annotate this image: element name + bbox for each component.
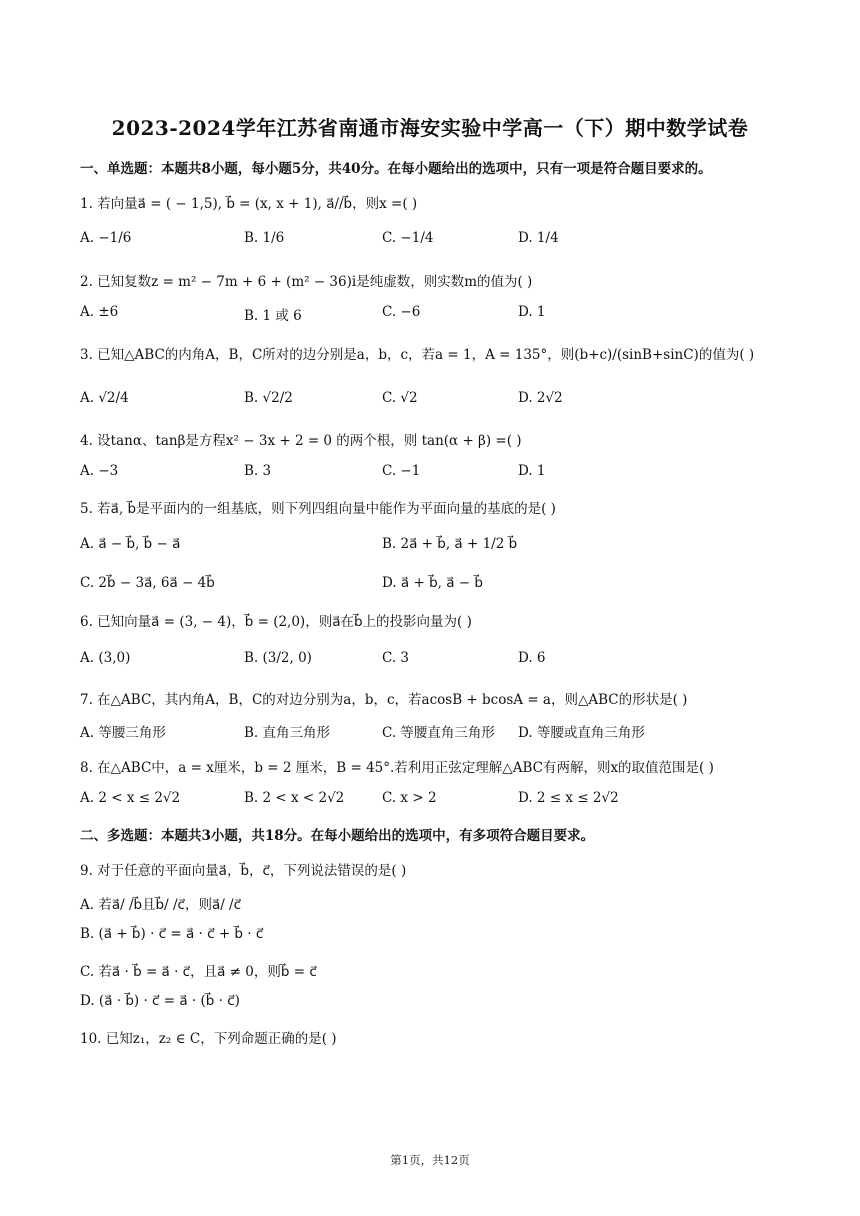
question-6: 6. 已知向量a⃗ = (3, − 4)，b⃗ = (2,0)，则a⃗在b⃗上的投影向量为( ) <box>80 614 472 630</box>
question-4: 4. 设tanα、tanβ是方程x² − 3x + 2 = 0 的两个根，则 tan(α + β) =( ) <box>80 433 522 449</box>
q3-option-c: C. √2 <box>382 390 418 406</box>
q6-option-c: C. 3 <box>382 650 410 666</box>
question-3: 3. 已知△ABC的内角A，B，C所对的边分别是a，b，c，若a = 1，A = 135°，则(b+c)/(sinB+sinC)的值为( ) <box>80 347 755 363</box>
question-7: 7. 在△ABC，其内角A，B，C的对边分别为a，b，c，若acosB + bcosA = a，则△ABC的形状是( ) <box>80 692 688 708</box>
q4-option-d: D. 1 <box>518 463 546 479</box>
q7-option-b: B. 直角三角形 <box>244 725 331 741</box>
q7-option-a: A. 等腰三角形 <box>80 725 166 741</box>
q6-option-a: A. (3,0) <box>80 650 131 666</box>
q4-option-c: C. −1 <box>382 463 421 479</box>
q7-option-d: D. 等腰或直角三角形 <box>518 725 645 741</box>
q4-option-b: B. 3 <box>244 463 272 479</box>
q8-option-a: A. 2 < x ≤ 2√2 <box>80 790 181 806</box>
section-multiple-choice: 二、多选题：本题共3小题，共18分。在每小题给出的选项中，有多项符合题目要求。 <box>80 828 595 844</box>
q1-option-d: D. 1/4 <box>518 230 559 246</box>
q1-option-a: A. −1/6 <box>80 230 132 246</box>
q8-option-d: D. 2 ≤ x ≤ 2√2 <box>518 790 619 806</box>
q2-option-b: B. 1 或 6 <box>244 308 302 324</box>
q2-option-c: C. −6 <box>382 304 421 320</box>
q7-option-c: C. 等腰直角三角形 <box>382 725 495 741</box>
q2-option-d: D. 1 <box>518 304 546 320</box>
page-footer: 第1页，共12页 <box>390 1153 470 1167</box>
question-9: 9. 对于任意的平面向量a⃗，b⃗，c⃗，下列说法错误的是( ) <box>80 863 407 879</box>
q3-option-a: A. √2/4 <box>80 390 129 406</box>
q1-option-c: C. −1/4 <box>382 230 434 246</box>
section-single-choice: 一、单选题：本题共8小题，每小题5分，共40分。在每小题给出的选项中，只有一项是符合题目要求的。 <box>80 161 712 177</box>
q9-option-d: D. (a⃗ · b⃗) · c⃗ = a⃗ · (b⃗ · c⃗) <box>80 993 240 1009</box>
q5-option-d: D. a⃗ + b⃗, a⃗ − b⃗ <box>382 575 483 591</box>
page-title: 2023-2024学年江苏省南通市海安实验中学高一（下）期中数学试卷 <box>111 116 749 140</box>
q5-option-c: C. 2b⃗ − 3a⃗, 6a⃗ − 4b⃗ <box>80 575 215 591</box>
question-2: 2. 已知复数z = m² − 7m + 6 + (m² − 36)i是纯虚数，则实数m的值为( ) <box>80 274 533 290</box>
q6-option-d: D. 6 <box>518 650 546 666</box>
question-8: 8. 在△ABC中，a = x厘米，b = 2 厘米，B = 45°.若利用正弦定理解△ABC有两解，则x的取值范围是( ) <box>80 760 714 776</box>
q6-option-b: B. (3/2, 0) <box>244 650 312 666</box>
q9-option-c: C. 若a⃗ · b⃗ = a⃗ · c⃗，且a⃗ ≠ 0，则b⃗ = c⃗ <box>80 964 317 980</box>
q2-option-a: A. ±6 <box>80 304 119 320</box>
q5-option-b: B. 2a⃗ + b⃗, a⃗ + 1/2 b⃗ <box>382 536 518 552</box>
question-10: 10. 已知z₁，z₂ ∈ C，下列命题正确的是( ) <box>80 1031 337 1047</box>
q3-option-b: B. √2/2 <box>244 390 293 406</box>
q9-option-a: A. 若a⃗/ /b⃗且b⃗/ /c⃗，则a⃗/ /c⃗ <box>80 897 242 913</box>
question-5: 5. 若a⃗, b⃗是平面内的一组基底，则下列四组向量中能作为平面向量的基底的是( ) <box>80 501 556 517</box>
q9-option-b: B. (a⃗ + b⃗) · c⃗ = a⃗ · c⃗ + b⃗ · c⃗ <box>80 926 264 942</box>
question-1: 1. 若向量a⃗ = ( − 1,5), b⃗ = (x, x + 1), a⃗//b⃗，则x =( ) <box>80 196 418 212</box>
q8-option-b: B. 2 < x < 2√2 <box>244 790 345 806</box>
q8-option-c: C. x > 2 <box>382 790 437 806</box>
q3-option-d: D. 2√2 <box>518 390 563 406</box>
q4-option-a: A. −3 <box>80 463 119 479</box>
q1-option-b: B. 1/6 <box>244 230 285 246</box>
q5-option-a: A. a⃗ − b⃗, b⃗ − a⃗ <box>80 536 181 552</box>
